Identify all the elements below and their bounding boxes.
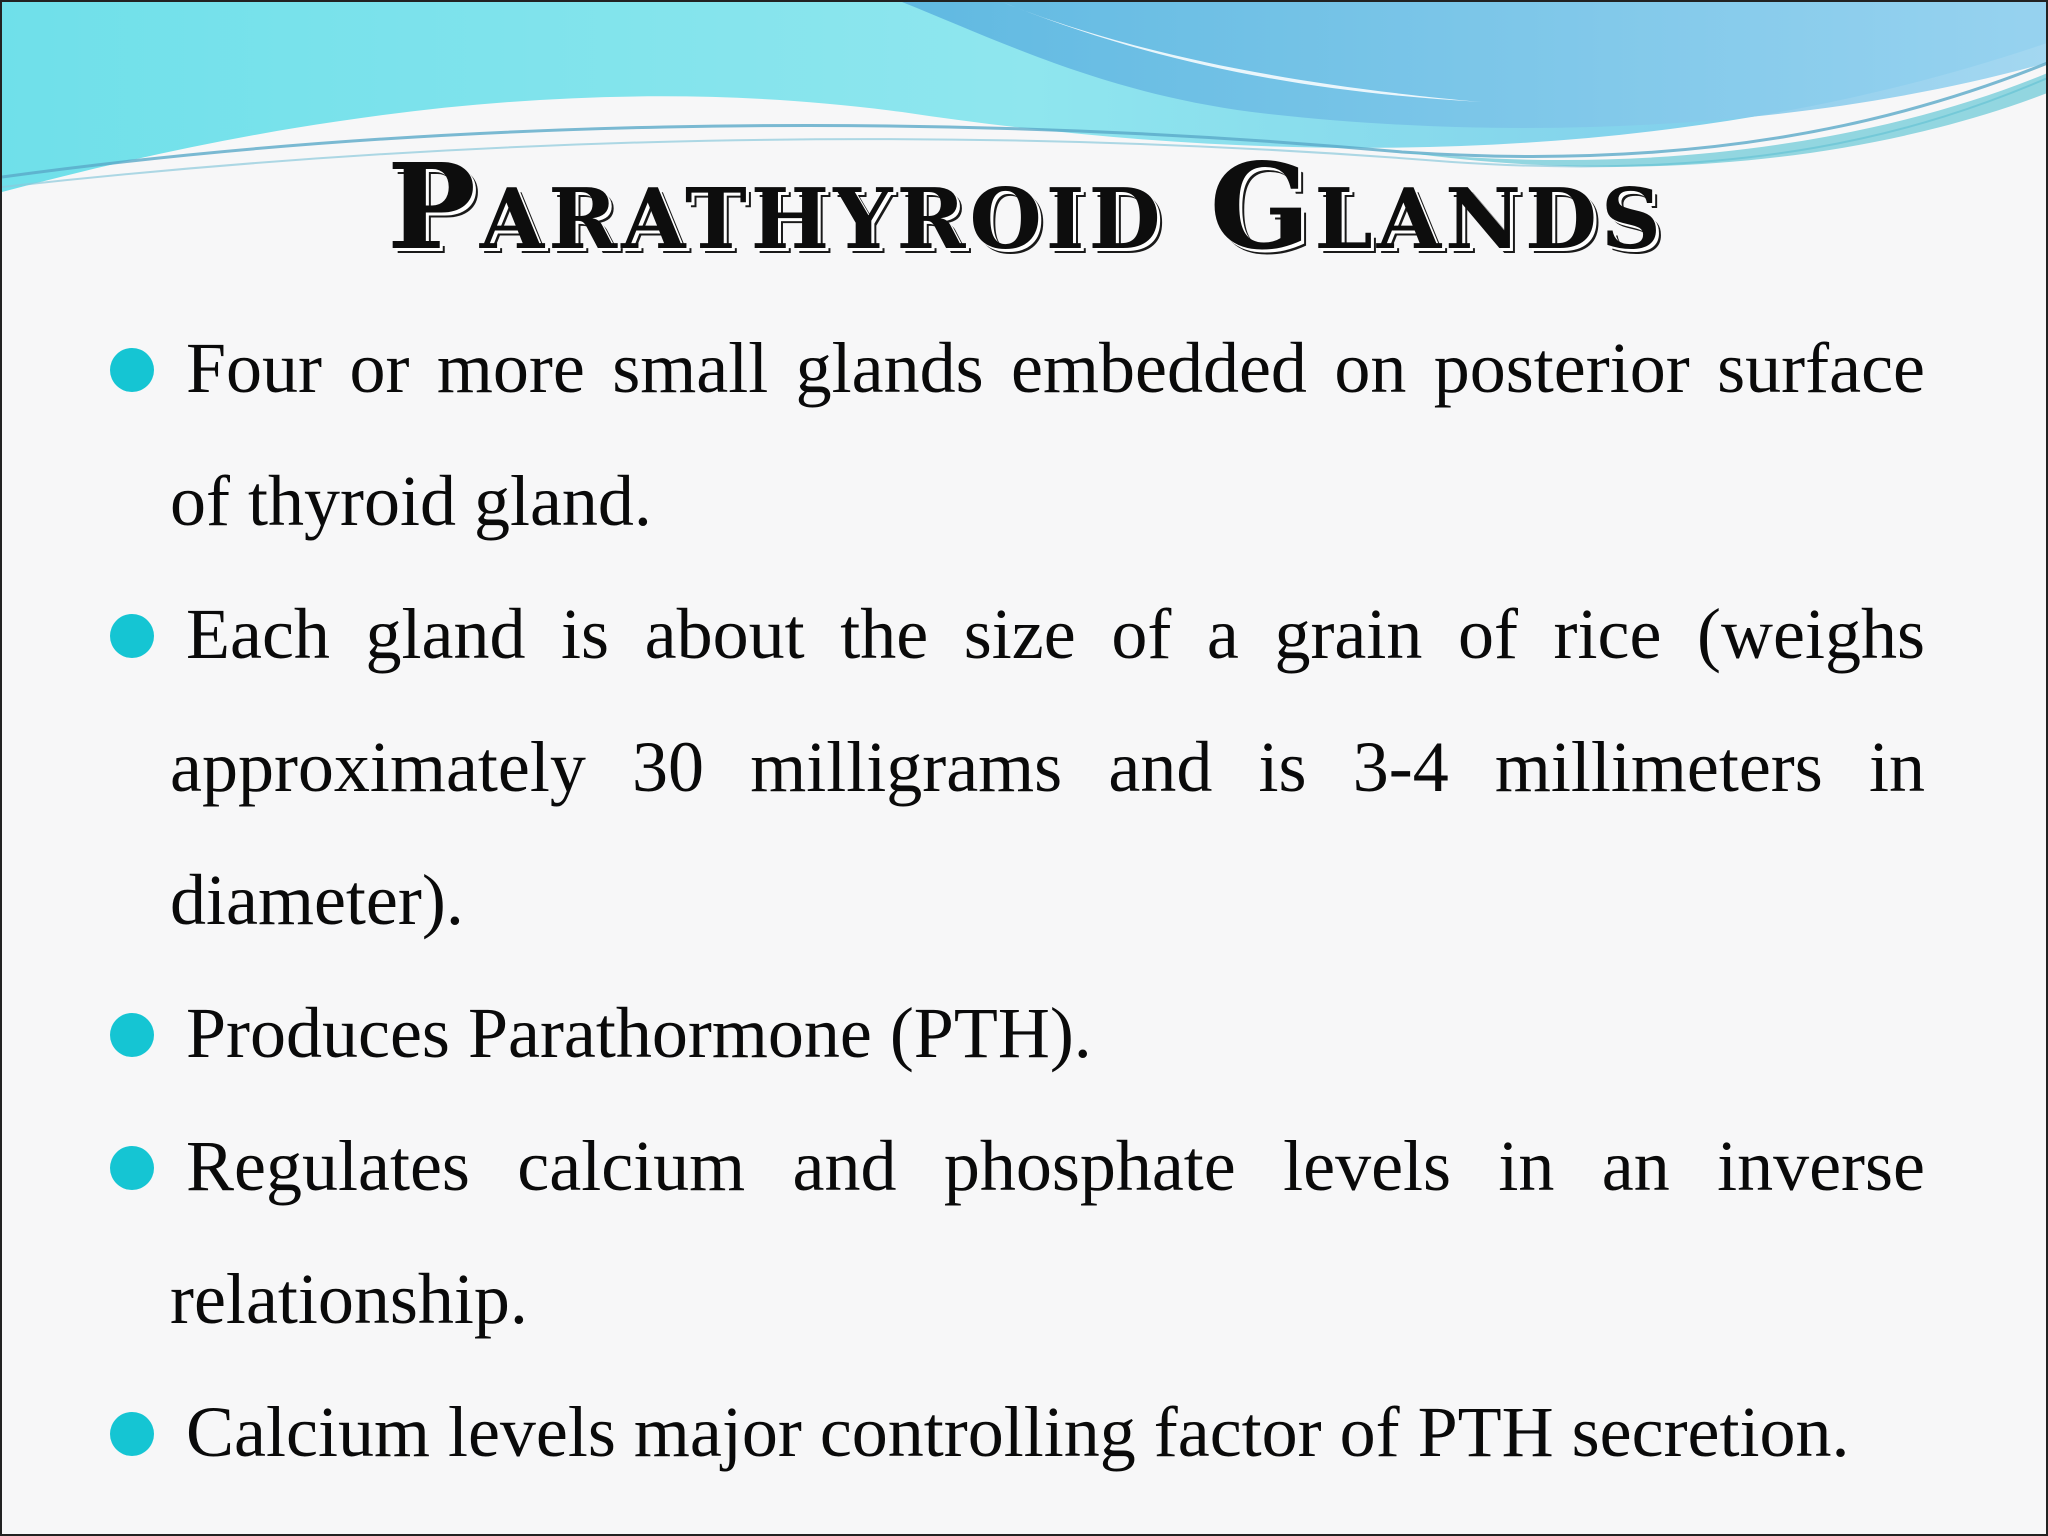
bullet-item [110,967,1925,1100]
bullet-item [110,568,1925,967]
bullet-dot-icon [110,348,154,392]
bullet-item [110,302,1925,568]
bullet-dot-icon [110,1013,154,1057]
bullet-text: Regulates calcium and phosphate levels in an inverse relationship. [170,1126,1925,1339]
bullet-text: Calcium levels major controlling factor of PTH secretion. [186,1392,1850,1472]
bullet-dot-icon [110,1412,154,1456]
bullet-list [110,302,1925,1499]
bullet-dot-icon [110,1146,154,1190]
bullet-text: Each gland is about the size of a grain of rice (weighs approximately 30 milligrams and is 3-4 millimeters in diameter). [170,594,1925,940]
bullet-text: Produces Parathormone (PTH). [186,993,1092,1073]
bullet-text: Four or more small glands embedded on posterior surface of thyroid gland. [170,328,1925,541]
bullet-dot-icon [110,614,154,658]
bullet-item [110,1100,1925,1366]
bullet-item [110,1366,1925,1499]
slide-title: Parathyroid Glands [387,137,1665,276]
